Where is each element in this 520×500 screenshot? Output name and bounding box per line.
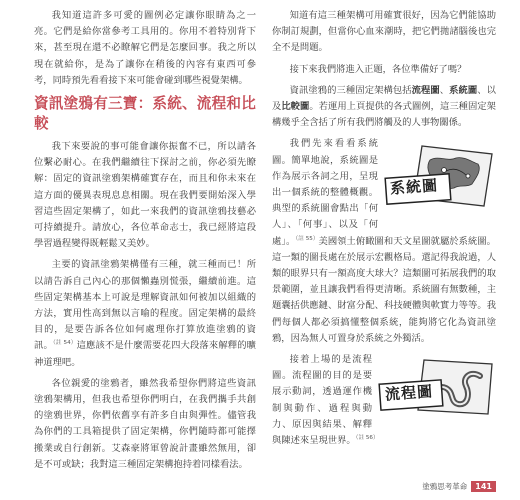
left-column (34, 8, 256, 478)
paragraph-text: 我們先來看看系統圖。簡單地說，系統圖是作為展示各詞之用，呈現出一個系統的整體概觀。典型的系統圖會點出「何人」、「何事」、以及「何處」。 (272, 138, 378, 247)
paragraph-text: 接着上場的是流程圖。流程圖的目的是要展示動詞，透過運作機制與動作、過程與動力、原因與結果、解釋與陳述來呈現世界。 (272, 354, 372, 447)
paragraph (34, 257, 256, 370)
right-column (272, 8, 496, 454)
system-diagram-sketch (384, 138, 496, 220)
footnote-ref: （註 55） (295, 235, 319, 242)
paragraph-text: 主要的資訊塗鴉架構僅有三種，就三種而已！所以請告訴自己內心的那個懶蟲別慌張，繼續前進。這些固定架構基本上可說是理解資訊如何被加以組織的方法，實用性高到無以言喻的程度。固定架構的最終目的，是要告訴各位如何處理你打算放進塗鴉的資訊。 (34, 259, 256, 352)
paragraph: 知道有這三種架構可用確實很好，因為它們能協助你制訂規劃，但當你心血來潮時，把它們拋諸腦後也完全不是問題。 (272, 10, 496, 54)
bold-term: 系統圖 (449, 84, 478, 96)
page-number: 141 (471, 481, 496, 492)
sketch-label: 系統圖 (389, 176, 439, 199)
bold-term: 比較圖 (281, 101, 310, 113)
footnote-ref: （註 56） (355, 434, 379, 441)
paragraph: 我下來要說的事可能會讓你振奮不已，所以請各位繫必耐心。在我們繼續往下探討之前，你必須先瞭解：固定的資訊塗鴉架構確實存在，而且和你未來在這方面的優異表現息息相關。現在我們要開始深入學習這些固定架構了，如此一來我們的資訊塗鴉技藝必可持續提升。請放心，各位革命志士，我已經將這段學習過程變得既輕鬆又美妙。 (34, 141, 256, 250)
sketch-label: 流程圖 (384, 382, 434, 404)
separator: 、以及 (272, 84, 496, 113)
flowchart-sketch (378, 354, 496, 420)
book-title: 塗鴉思考革命 (422, 482, 468, 491)
paragraph: 接下來我們將進入正題，各位準備好了嗎？ (289, 63, 467, 75)
section-heading: 資訊塗鴉有三寶：系統、流程和比較 (34, 95, 256, 133)
paragraph-text: 這應該不是什麼需要花四大段落來解釋的曠神道理吧。 (34, 340, 256, 368)
paragraph-text: 美國領土俯瞰圖和天文星圖就屬於系統圖。這一類的圖長處在於展示宏觀格局。還記得我說過，人類的眼界只有一額高度大球大？這類圖可拓展我們的取景範圍，並且讓我們看得更清晰。系統圖有無數種，主題囊括供應鏈、財富分配、科技硬體與軟實力等等。我們每個人都必須搞懂整個系統，能夠將它化為資訊塗鴉，因為無人可置身於系統之外獨活。 (272, 235, 496, 344)
paragraph-text: 。若運用上頁提供的各式圖例，這三種固定架構幾乎全含括了所有我們將觸及的人事物關係。 (272, 101, 496, 129)
paragraph: 各位親愛的塗鴉者，雖然我希望你們將這些資訊塗鴉架構用，但我也希望你們明白，在我們攜手共創的塗鴉世界，你們依舊享有許多自由與彈性。儘管我為你們的工具箱提供了固定架構，你們隨時都可能擇搬業或自行創新。艾森豪將軍曾說計畫雖然無用，卻是不可或缺；我對這三種固定架構抱持着同樣看法。 (34, 377, 256, 470)
page-footer (422, 481, 496, 492)
bold-term: 流程圖 (411, 84, 440, 96)
paragraph-text: 資訊塗鴉的三種固定架構包括 (289, 84, 412, 96)
footnote-ref: （註 54） (52, 340, 77, 347)
separator: 、 (439, 84, 450, 96)
paragraph: 我知道這許多可愛的圖例必定讓你眼睛為之一亮。它們是給你當參考工具用的。你用不着特別背下來，甚至現在還不必瞭解它們是怎麼回事。我之所以現在就給你，是為了讓你在稍後的內容有東西可參考，同時預先看看接下來可能會碰到哪些視覺架構。 (34, 10, 256, 86)
paragraph (272, 83, 496, 132)
